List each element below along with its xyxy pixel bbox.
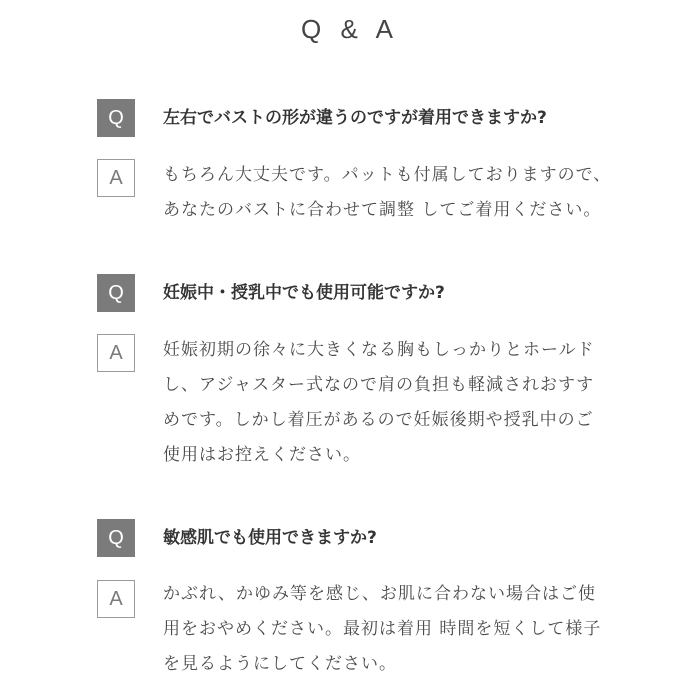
answer-line: 使用はお控えください。 <box>163 445 361 465</box>
answer-line: し、アジャスター式なので肩の負担も軽減されおすす <box>163 375 595 395</box>
answer-text <box>163 333 663 473</box>
q-badge: Q <box>97 274 135 312</box>
answer-line: を見るようにしてください。 <box>163 654 397 674</box>
question-text: 妊娠中・授乳中でも使用可能ですか? <box>163 283 445 303</box>
a-badge: A <box>97 580 135 618</box>
answer-line: もちろん大丈夫です。パットも付属しておりますので、 <box>163 165 612 185</box>
answer-line: あなたのバストに合わせて調整 してご着用ください。 <box>163 200 602 220</box>
answer-text <box>163 158 663 228</box>
answer-line: 妊娠初期の徐々に大きくなる胸もしっかりとホールド <box>163 340 595 360</box>
q-badge: Q <box>97 99 135 137</box>
question-text: 左右でバストの形が違うのですが着用できますか? <box>163 108 547 128</box>
answer-line: かぶれ、かゆみ等を感じ、お肌に合わない場合はご使 <box>163 584 597 604</box>
page-title: Q & A <box>301 14 399 44</box>
q-badge: Q <box>97 519 135 557</box>
a-badge: A <box>97 334 135 372</box>
answer-line: 用をおやめください。最初は着用 時間を短くして様子 <box>163 619 602 639</box>
question-text: 敏感肌でも使用できますか? <box>163 528 377 548</box>
a-badge: A <box>97 159 135 197</box>
answer-text <box>163 577 663 682</box>
answer-line: めです。しかし着圧があるので妊娠後期や授乳中のご <box>163 410 594 430</box>
